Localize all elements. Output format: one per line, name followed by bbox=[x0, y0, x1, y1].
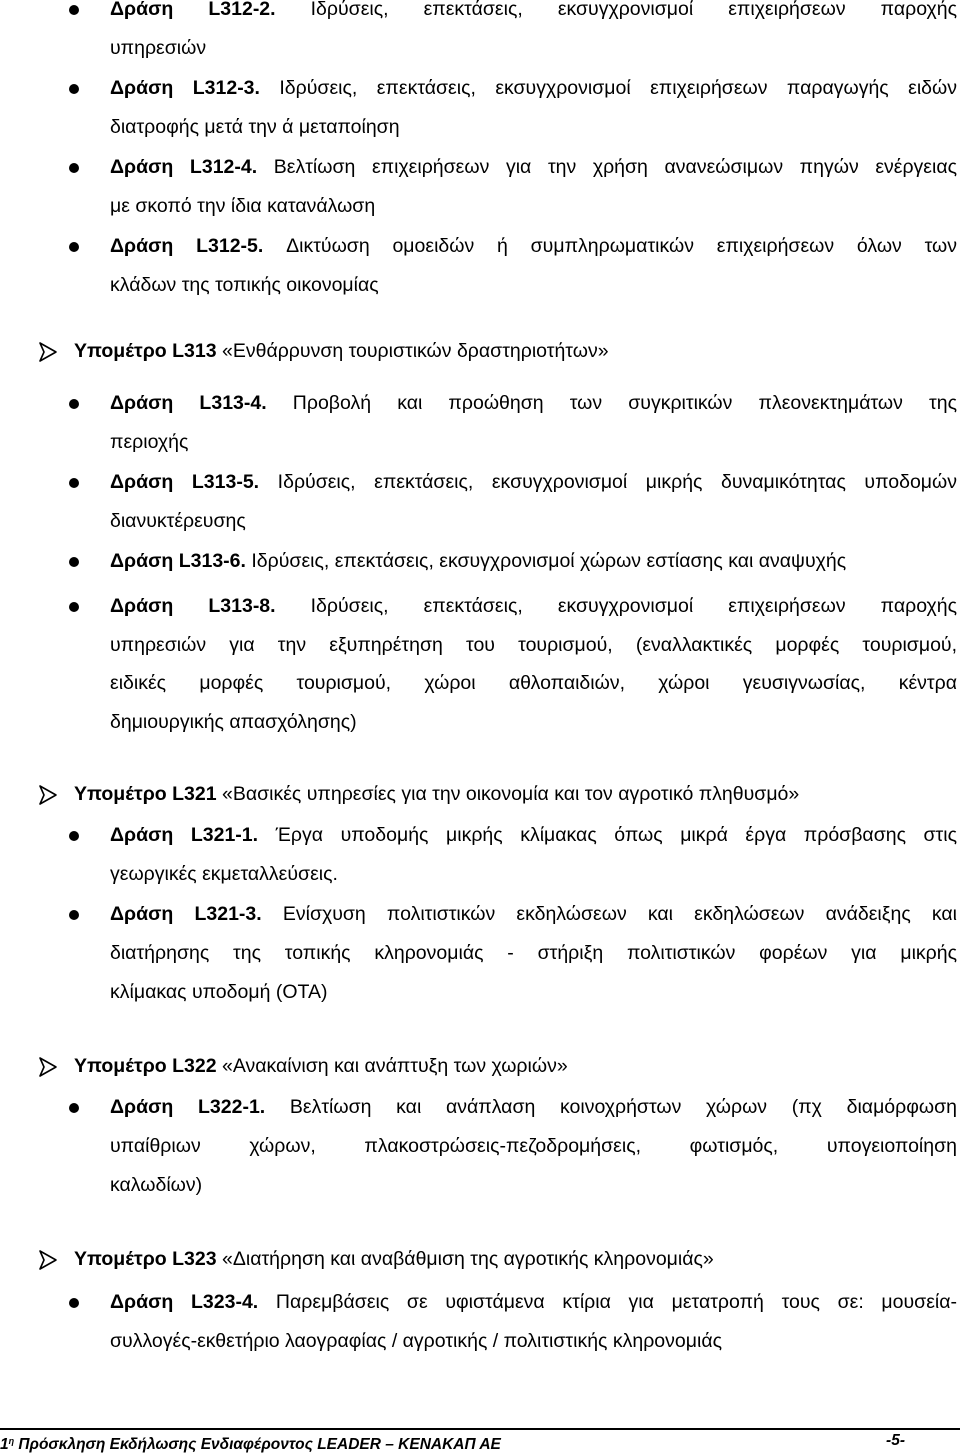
page-footer bbox=[0, 1432, 960, 1453]
action-text: περιοχής bbox=[110, 431, 189, 453]
measure-label: Υπομέτρο L321 bbox=[74, 783, 217, 805]
action-text-line bbox=[110, 76, 957, 100]
action-text: Έργα υποδομής μικρής κλίμακας όπως μικρά έργα πρόσβασης στις bbox=[275, 824, 957, 846]
action-text-line bbox=[110, 902, 957, 926]
action-text-line bbox=[110, 470, 957, 494]
action-text-line bbox=[110, 1095, 957, 1119]
action-label: Δράση L313-4. bbox=[110, 392, 267, 414]
footer-ordinal: 1 bbox=[0, 1436, 9, 1453]
measure-text bbox=[74, 782, 799, 806]
bullet-dot-icon bbox=[69, 1298, 79, 1308]
action-text: δημιουργικής απασχόλησης) bbox=[110, 710, 357, 733]
action-text: Ιδρύσεις, επεκτάσεις, εκσυγχρονισμοί χώρων εστίασης και αναψυχής bbox=[251, 550, 847, 572]
arrow-bullet-icon bbox=[37, 341, 59, 363]
bullet-dot-icon bbox=[69, 557, 79, 567]
bullet-dot-icon bbox=[69, 399, 79, 409]
action-text-line bbox=[110, 36, 957, 60]
arrow-bullet-icon bbox=[37, 1249, 59, 1271]
arrow-bullet-icon bbox=[37, 784, 59, 806]
action-text-line bbox=[110, 710, 957, 734]
action-text: ειδικές μορφές τουρισμού, χώροι αθλοπαιδιών, χώροι γευσιγνωσίας, κέντρα bbox=[110, 672, 957, 694]
action-text-line bbox=[110, 115, 957, 139]
action-text-line bbox=[110, 862, 957, 886]
action-text-line bbox=[110, 1173, 957, 1197]
action-text-line bbox=[110, 633, 957, 657]
action-text: συλλογές-εκθετήριο λαογραφίας / αγροτικής / πολιτιστικής κληρονομιάς bbox=[110, 1330, 722, 1352]
bullet-dot-icon bbox=[69, 5, 79, 15]
action-text: Προβολή και προώθηση των συγκριτικών πλεονεκτημάτων της bbox=[292, 392, 957, 414]
bullet-dot-icon bbox=[69, 242, 79, 252]
action-text: καλωδίων) bbox=[110, 1174, 203, 1196]
page-number: -5- bbox=[886, 1432, 905, 1449]
action-text: Ενίσχυση πολιτιστικών εκδηλώσεων και εκδηλώσεων ανάδειξης και bbox=[282, 903, 957, 925]
action-text: διατήρησης της τοπικής κληρονομιάς - στήριξη πολιτιστικών φορέων για μικρής bbox=[110, 942, 957, 964]
action-text-line bbox=[110, 1329, 957, 1353]
action-text-line bbox=[110, 391, 957, 415]
action-text: διανυκτέρευσης bbox=[110, 510, 246, 532]
action-text: γεωργικές εκμεταλλεύσεις. bbox=[110, 863, 338, 885]
action-label: Δράση L312-3. bbox=[110, 77, 260, 99]
action-text-line bbox=[110, 234, 957, 258]
measure-label: Υπομέτρο L323 bbox=[74, 1248, 217, 1270]
measure-title: «Βασικές υπηρεσίες για την οικονομία και τον αγροτικό πληθυσμό» bbox=[222, 783, 800, 805]
footer-rule bbox=[0, 1428, 960, 1430]
measure-text bbox=[74, 339, 609, 363]
action-text-line bbox=[110, 194, 957, 218]
bullet-dot-icon bbox=[69, 910, 79, 920]
measure-label: Υπομέτρο L322 bbox=[74, 1055, 217, 1077]
action-text: με σκοπό την ίδια κατανάλωση bbox=[110, 195, 376, 217]
measure-text bbox=[74, 1054, 568, 1078]
action-text-line bbox=[110, 1134, 957, 1158]
arrow-bullet-icon bbox=[37, 1056, 59, 1078]
action-text-line bbox=[110, 941, 957, 965]
footer-text: Πρόσκληση Εκδήλωσης Ενδιαφέροντος LEADER – ΚΕΝΑΚΑΠ ΑΕ bbox=[14, 1436, 501, 1453]
measure-label: Υπομέτρο L313 bbox=[74, 340, 217, 362]
action-text: Ιδρύσεις, επεκτάσεις, εκσυγχρονισμοί επιχειρήσεων παροχής bbox=[310, 595, 957, 617]
action-label: Δράση L321-1. bbox=[110, 824, 259, 846]
action-label: Δράση L313-6. bbox=[110, 550, 246, 572]
bullet-dot-icon bbox=[69, 478, 79, 488]
action-label: Δράση L313-8. bbox=[110, 595, 276, 617]
action-label: Δράση L312-5. bbox=[110, 235, 264, 257]
action-text-line bbox=[110, 671, 957, 695]
action-text-line bbox=[110, 1290, 957, 1314]
action-label: Δράση L321-3. bbox=[110, 903, 262, 925]
action-label: Δράση L312-4. bbox=[110, 156, 258, 178]
measure-text bbox=[74, 1247, 714, 1271]
measure-title: «Ανακαίνιση και ανάπτυξη των χωριών» bbox=[222, 1055, 568, 1077]
action-text: Παρεμβάσεις σε υφιστάμενα κτίρια για μετατροπή τους σε: μουσεία- bbox=[275, 1291, 958, 1313]
measure-title: «Ενθάρρυνση τουριστικών δραστηριοτήτων» bbox=[222, 340, 609, 362]
action-text-line bbox=[110, 980, 957, 1004]
action-text: Ιδρύσεις, επεκτάσεις, εκσυγχρονισμοί επιχειρήσεων παραγωγής ειδών bbox=[279, 77, 957, 99]
action-text: Ιδρύσεις, επεκτάσεις, εκσυγχρονισμοί επιχειρήσεων παροχής bbox=[310, 0, 957, 20]
action-label: Δράση L313-5. bbox=[110, 471, 260, 493]
action-label: Δράση L312-2. bbox=[110, 0, 276, 20]
action-label: Δράση L322-1. bbox=[110, 1096, 266, 1118]
bullet-dot-icon bbox=[69, 1103, 79, 1113]
action-text-line bbox=[110, 155, 957, 179]
action-text-line bbox=[110, 0, 957, 21]
action-text: Ιδρύσεις, επεκτάσεις, εκσυγχρονισμοί μικρής δυναμικότητας υποδομών bbox=[277, 471, 957, 493]
action-text: Βελτίωση και ανάπλαση κοινοχρήστων χώρων (πχ διαμόρφωση bbox=[289, 1096, 957, 1118]
measure-title: «Διατήρηση και αναβάθμιση της αγροτικής κληρονομιάς» bbox=[222, 1248, 714, 1270]
action-text-line bbox=[110, 273, 957, 297]
bullet-dot-icon bbox=[69, 163, 79, 173]
action-text-line bbox=[110, 509, 957, 533]
action-text: διατροφής μετά την ά μεταποίηση bbox=[110, 116, 400, 138]
action-text-line bbox=[110, 549, 957, 573]
action-text: υπηρεσιών bbox=[110, 37, 207, 59]
footer-ordinal-suffix: η bbox=[8, 1436, 15, 1446]
action-text: Δικτύωση ομοειδών ή συμπληρωματικών επιχειρήσεων όλων των bbox=[286, 235, 957, 257]
action-text: υπαίθριων χώρων, πλακοστρώσεις-πεζοδρομήσεις, φωτισμός, υπογειοποίηση bbox=[110, 1135, 957, 1157]
action-text: Βελτίωση επιχειρήσεων για την χρήση ανανεώσιμων πηγών ενέργειας bbox=[273, 156, 957, 178]
action-label: Δράση L323-4. bbox=[110, 1291, 259, 1313]
action-text-line bbox=[110, 430, 957, 454]
bullet-dot-icon bbox=[69, 84, 79, 94]
action-text-line bbox=[110, 823, 957, 847]
bullet-dot-icon bbox=[69, 602, 79, 612]
action-text: κλάδων της τοπικής οικονομίας bbox=[110, 274, 379, 296]
action-text-line bbox=[110, 594, 957, 618]
bullet-dot-icon bbox=[69, 831, 79, 841]
action-text: υπηρεσιών για την εξυπηρέτηση του τουρισμού, (εναλλακτικές μορφές τουρισμού, bbox=[110, 633, 957, 656]
action-text: κλίμακας υποδομή (ΟΤΑ) bbox=[110, 981, 328, 1003]
